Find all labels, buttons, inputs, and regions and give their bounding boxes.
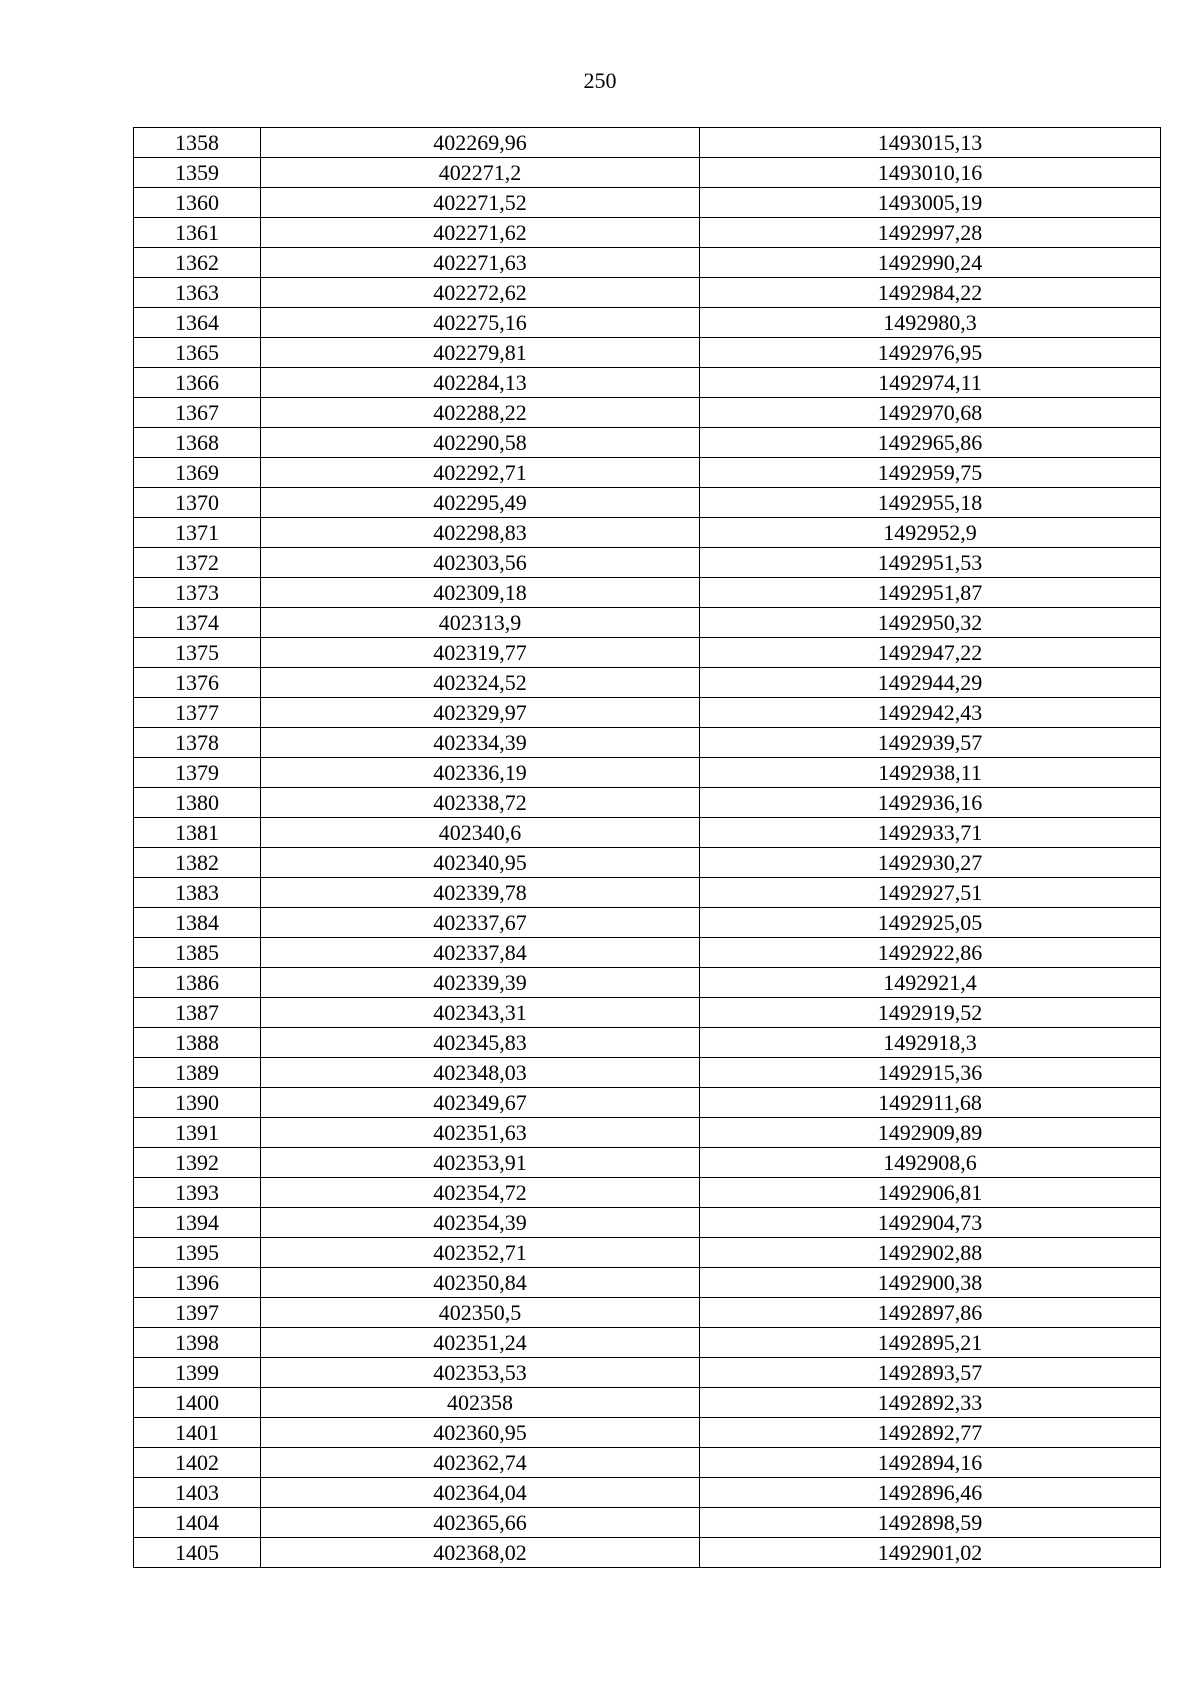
table-row (134, 938, 1161, 968)
y-coordinate-cell: 1492947,22 (700, 638, 1161, 668)
x-coordinate-cell: 402290,58 (261, 428, 700, 458)
x-coordinate-cell: 402275,16 (261, 308, 700, 338)
table-row (134, 1058, 1161, 1088)
y-coordinate-cell: 1492951,87 (700, 578, 1161, 608)
x-coordinate-cell: 402353,53 (261, 1358, 700, 1388)
table-row (134, 1238, 1161, 1268)
y-coordinate-cell: 1492939,57 (700, 728, 1161, 758)
x-coordinate-cell: 402350,5 (261, 1298, 700, 1328)
table-row (134, 1478, 1161, 1508)
y-coordinate-cell: 1492909,89 (700, 1118, 1161, 1148)
x-coordinate-cell: 402365,66 (261, 1508, 700, 1538)
table-row (134, 968, 1161, 998)
coordinates-table-body (134, 128, 1161, 1568)
x-coordinate-cell: 402362,74 (261, 1448, 700, 1478)
y-coordinate-cell: 1492944,29 (700, 668, 1161, 698)
point-number-cell: 1387 (134, 998, 261, 1028)
y-coordinate-cell: 1492938,11 (700, 758, 1161, 788)
y-coordinate-cell: 1492900,38 (700, 1268, 1161, 1298)
table-row (134, 1088, 1161, 1118)
y-coordinate-cell: 1492922,86 (700, 938, 1161, 968)
table-row (134, 998, 1161, 1028)
y-coordinate-cell: 1492930,27 (700, 848, 1161, 878)
table-row (134, 1358, 1161, 1388)
table-row (134, 1448, 1161, 1478)
y-coordinate-cell: 1492893,57 (700, 1358, 1161, 1388)
x-coordinate-cell: 402284,13 (261, 368, 700, 398)
table-row (134, 908, 1161, 938)
x-coordinate-cell: 402339,39 (261, 968, 700, 998)
y-coordinate-cell: 1492892,33 (700, 1388, 1161, 1418)
y-coordinate-cell: 1492980,3 (700, 308, 1161, 338)
x-coordinate-cell: 402352,71 (261, 1238, 700, 1268)
table-row (134, 698, 1161, 728)
y-coordinate-cell: 1492925,05 (700, 908, 1161, 938)
x-coordinate-cell: 402349,67 (261, 1088, 700, 1118)
coordinates-table (133, 127, 1161, 1568)
table-row (134, 278, 1161, 308)
table-row (134, 1268, 1161, 1298)
x-coordinate-cell: 402298,83 (261, 518, 700, 548)
x-coordinate-cell: 402345,83 (261, 1028, 700, 1058)
x-coordinate-cell: 402313,9 (261, 608, 700, 638)
x-coordinate-cell: 402295,49 (261, 488, 700, 518)
table-row (134, 1298, 1161, 1328)
point-number-cell: 1370 (134, 488, 261, 518)
table-row (134, 578, 1161, 608)
x-coordinate-cell: 402292,71 (261, 458, 700, 488)
x-coordinate-cell: 402360,95 (261, 1418, 700, 1448)
table-row (134, 1118, 1161, 1148)
y-coordinate-cell: 1492952,9 (700, 518, 1161, 548)
y-coordinate-cell: 1492902,88 (700, 1238, 1161, 1268)
point-number-cell: 1396 (134, 1268, 261, 1298)
table-row (134, 248, 1161, 278)
table-row (134, 428, 1161, 458)
x-coordinate-cell: 402303,56 (261, 548, 700, 578)
x-coordinate-cell: 402348,03 (261, 1058, 700, 1088)
point-number-cell: 1392 (134, 1148, 261, 1178)
y-coordinate-cell: 1492921,4 (700, 968, 1161, 998)
y-coordinate-cell: 1492927,51 (700, 878, 1161, 908)
x-coordinate-cell: 402269,96 (261, 128, 700, 158)
point-number-cell: 1372 (134, 548, 261, 578)
page-number: 250 (583, 68, 617, 93)
point-number-cell: 1401 (134, 1418, 261, 1448)
point-number-cell: 1377 (134, 698, 261, 728)
y-coordinate-cell: 1492892,77 (700, 1418, 1161, 1448)
x-coordinate-cell: 402336,19 (261, 758, 700, 788)
x-coordinate-cell: 402354,39 (261, 1208, 700, 1238)
point-number-cell: 1378 (134, 728, 261, 758)
table-row (134, 218, 1161, 248)
y-coordinate-cell: 1492942,43 (700, 698, 1161, 728)
point-number-cell: 1383 (134, 878, 261, 908)
table-row (134, 128, 1161, 158)
table-row (134, 158, 1161, 188)
x-coordinate-cell: 402288,22 (261, 398, 700, 428)
point-number-cell: 1376 (134, 668, 261, 698)
x-coordinate-cell: 402358 (261, 1388, 700, 1418)
table-row (134, 1328, 1161, 1358)
y-coordinate-cell: 1492950,32 (700, 608, 1161, 638)
point-number-cell: 1361 (134, 218, 261, 248)
x-coordinate-cell: 402338,72 (261, 788, 700, 818)
y-coordinate-cell: 1492933,71 (700, 818, 1161, 848)
x-coordinate-cell: 402368,02 (261, 1538, 700, 1568)
x-coordinate-cell: 402329,97 (261, 698, 700, 728)
point-number-cell: 1390 (134, 1088, 261, 1118)
point-number-cell: 1366 (134, 368, 261, 398)
y-coordinate-cell: 1492911,68 (700, 1088, 1161, 1118)
y-coordinate-cell: 1492970,68 (700, 398, 1161, 428)
point-number-cell: 1362 (134, 248, 261, 278)
table-row (134, 878, 1161, 908)
point-number-cell: 1375 (134, 638, 261, 668)
point-number-cell: 1379 (134, 758, 261, 788)
x-coordinate-cell: 402324,52 (261, 668, 700, 698)
point-number-cell: 1369 (134, 458, 261, 488)
point-number-cell: 1405 (134, 1538, 261, 1568)
y-coordinate-cell: 1492959,75 (700, 458, 1161, 488)
x-coordinate-cell: 402271,52 (261, 188, 700, 218)
point-number-cell: 1402 (134, 1448, 261, 1478)
table-row (134, 638, 1161, 668)
x-coordinate-cell: 402271,62 (261, 218, 700, 248)
table-row (134, 398, 1161, 428)
x-coordinate-cell: 402354,72 (261, 1178, 700, 1208)
x-coordinate-cell: 402339,78 (261, 878, 700, 908)
y-coordinate-cell: 1492965,86 (700, 428, 1161, 458)
x-coordinate-cell: 402350,84 (261, 1268, 700, 1298)
y-coordinate-cell: 1492906,81 (700, 1178, 1161, 1208)
x-coordinate-cell: 402319,77 (261, 638, 700, 668)
x-coordinate-cell: 402343,31 (261, 998, 700, 1028)
point-number-cell: 1363 (134, 278, 261, 308)
point-number-cell: 1364 (134, 308, 261, 338)
table-row (134, 788, 1161, 818)
table-row (134, 848, 1161, 878)
x-coordinate-cell: 402351,63 (261, 1118, 700, 1148)
point-number-cell: 1359 (134, 158, 261, 188)
y-coordinate-cell: 1492976,95 (700, 338, 1161, 368)
table-row (134, 188, 1161, 218)
point-number-cell: 1382 (134, 848, 261, 878)
y-coordinate-cell: 1492951,53 (700, 548, 1161, 578)
y-coordinate-cell: 1492895,21 (700, 1328, 1161, 1358)
x-coordinate-cell: 402340,6 (261, 818, 700, 848)
x-coordinate-cell: 402334,39 (261, 728, 700, 758)
table-row (134, 488, 1161, 518)
y-coordinate-cell: 1492936,16 (700, 788, 1161, 818)
point-number-cell: 1403 (134, 1478, 261, 1508)
point-number-cell: 1358 (134, 128, 261, 158)
point-number-cell: 1399 (134, 1358, 261, 1388)
x-coordinate-cell: 402309,18 (261, 578, 700, 608)
table-row (134, 1148, 1161, 1178)
point-number-cell: 1389 (134, 1058, 261, 1088)
point-number-cell: 1386 (134, 968, 261, 998)
point-number-cell: 1380 (134, 788, 261, 818)
y-coordinate-cell: 1492901,02 (700, 1538, 1161, 1568)
x-coordinate-cell: 402271,2 (261, 158, 700, 188)
y-coordinate-cell: 1492974,11 (700, 368, 1161, 398)
y-coordinate-cell: 1493015,13 (700, 128, 1161, 158)
y-coordinate-cell: 1492990,24 (700, 248, 1161, 278)
point-number-cell: 1388 (134, 1028, 261, 1058)
point-number-cell: 1404 (134, 1508, 261, 1538)
y-coordinate-cell: 1492898,59 (700, 1508, 1161, 1538)
table-row (134, 1388, 1161, 1418)
x-coordinate-cell: 402271,63 (261, 248, 700, 278)
table-row (134, 458, 1161, 488)
y-coordinate-cell: 1492904,73 (700, 1208, 1161, 1238)
x-coordinate-cell: 402364,04 (261, 1478, 700, 1508)
x-coordinate-cell: 402337,84 (261, 938, 700, 968)
table-row (134, 1178, 1161, 1208)
table-row (134, 548, 1161, 578)
table-row (134, 1508, 1161, 1538)
point-number-cell: 1395 (134, 1238, 261, 1268)
x-coordinate-cell: 402340,95 (261, 848, 700, 878)
point-number-cell: 1384 (134, 908, 261, 938)
y-coordinate-cell: 1492915,36 (700, 1058, 1161, 1088)
point-number-cell: 1368 (134, 428, 261, 458)
point-number-cell: 1360 (134, 188, 261, 218)
y-coordinate-cell: 1493005,19 (700, 188, 1161, 218)
y-coordinate-cell: 1493010,16 (700, 158, 1161, 188)
y-coordinate-cell: 1492919,52 (700, 998, 1161, 1028)
table-row (134, 608, 1161, 638)
point-number-cell: 1385 (134, 938, 261, 968)
x-coordinate-cell: 402279,81 (261, 338, 700, 368)
point-number-cell: 1365 (134, 338, 261, 368)
y-coordinate-cell: 1492955,18 (700, 488, 1161, 518)
point-number-cell: 1394 (134, 1208, 261, 1238)
table-row (134, 1208, 1161, 1238)
y-coordinate-cell: 1492984,22 (700, 278, 1161, 308)
x-coordinate-cell: 402351,24 (261, 1328, 700, 1358)
x-coordinate-cell: 402272,62 (261, 278, 700, 308)
y-coordinate-cell: 1492894,16 (700, 1448, 1161, 1478)
point-number-cell: 1400 (134, 1388, 261, 1418)
y-coordinate-cell: 1492896,46 (700, 1478, 1161, 1508)
table-row (134, 818, 1161, 848)
point-number-cell: 1381 (134, 818, 261, 848)
table-row (134, 1028, 1161, 1058)
x-coordinate-cell: 402337,67 (261, 908, 700, 938)
point-number-cell: 1391 (134, 1118, 261, 1148)
table-row (134, 668, 1161, 698)
point-number-cell: 1373 (134, 578, 261, 608)
y-coordinate-cell: 1492908,6 (700, 1148, 1161, 1178)
y-coordinate-cell: 1492997,28 (700, 218, 1161, 248)
point-number-cell: 1397 (134, 1298, 261, 1328)
table-row (134, 518, 1161, 548)
x-coordinate-cell: 402353,91 (261, 1148, 700, 1178)
point-number-cell: 1398 (134, 1328, 261, 1358)
table-row (134, 368, 1161, 398)
table-row (134, 338, 1161, 368)
y-coordinate-cell: 1492918,3 (700, 1028, 1161, 1058)
table-row (134, 758, 1161, 788)
table-row (134, 1538, 1161, 1568)
table-row (134, 308, 1161, 338)
point-number-cell: 1367 (134, 398, 261, 428)
y-coordinate-cell: 1492897,86 (700, 1298, 1161, 1328)
point-number-cell: 1393 (134, 1178, 261, 1208)
table-row (134, 728, 1161, 758)
point-number-cell: 1374 (134, 608, 261, 638)
point-number-cell: 1371 (134, 518, 261, 548)
table-row (134, 1418, 1161, 1448)
